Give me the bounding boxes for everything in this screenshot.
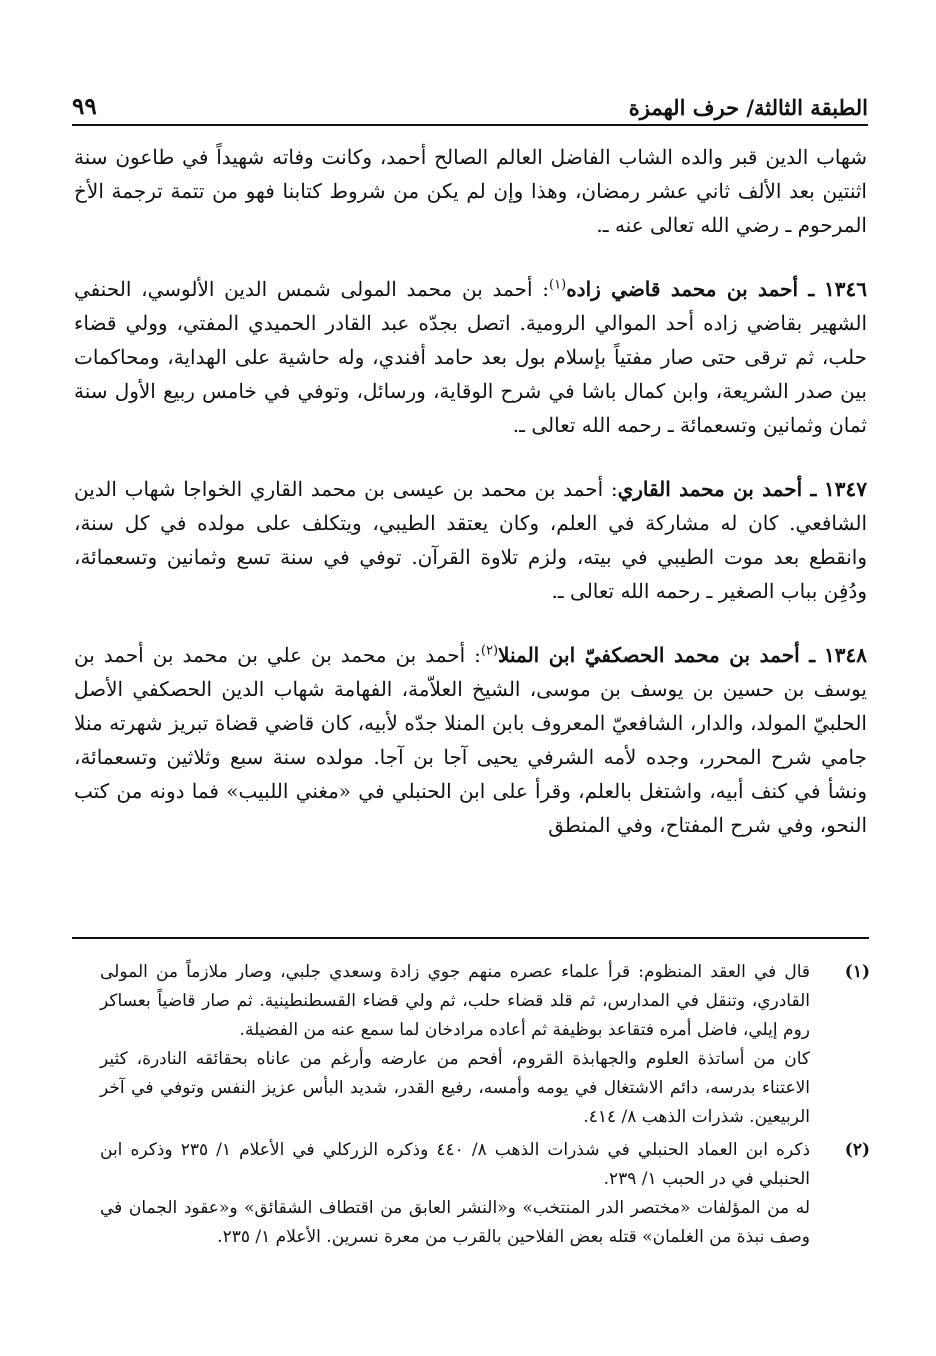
footnote-2 [100, 1136, 870, 1252]
entry-dash: ـ [799, 643, 816, 667]
entry-dash: ـ [802, 477, 817, 501]
entry-text: : أحمد بن محمد بن علي بن محمد بن أحمد بن يوسف بن حسين بن يوسف بن موسى، الشيخ العلاّمة، الفهامة شهاب الدين الحصكفي الأصل الحلبيّ المولد، والدار، الشافعيّ المعروف بابن المنلا جدّه لأبيه، كان قاضي قضاة تبريز شهرته منلا جامي شرح المحرر، وجده لأمه الشرفي يحيى آجا بن آجا. مولده سنة سبع وثلاثين وتسعمائة، ونشأ في كنف أبيه، واشتغل بالعلم، وقرأ على ابن الحنبلي في «مغني اللبيب» فما دونه من كتب النحو، وفي شرح المفتاح، وفي المنطق [74, 643, 867, 837]
entry-name: أحمد بن محمد القاري [617, 477, 803, 501]
entry-text: : أحمد بن محمد بن عيسى بن محمد القاري الخواجا شهاب الدين الشافعي. كان له مشاركة في العلم، وكان يعتقد الطيبي، ويتكلف على مولده في كل سنة، وانقطع بعد موت الطيبي في بيته، ولزم تلاوة القرآن. توفي في سنة تسع وثمانين وتسعمائة، ودُفِن بباب الصغير ـ رحمه الله تعالى ـ. [74, 477, 868, 603]
footnote-line: قال في العقد المنظوم: قرأ علماء عصره منهم جوي زادة وسعدي جلبي، وصار ملازماً من المولى القادري، وتنقل في المدارس، ثم قلد قضاء حلب، ثم ولي قضاء القسطنطينية. ثم صار قاضياً بعساكر روم إيلي، فاضل أمره فتقاعد بوظيفة ثم أعاده مرادخان لما سمع عنه من الفضيلة. [100, 962, 810, 1040]
main-text [74, 140, 867, 842]
intro-paragraph: شهاب الدين قبر والده الشاب الفاضل العالم الصالح أحمد، وكانت وفاته شهيداً في طاعون سنة اثنتين بعد الألف ثاني عشر رمضان، وهذا وإن لم يكن من شروط كتابنا فهو من تتمة ترجمة الأخ المرحوم ـ رضي الله تعالى عنه ـ. [74, 145, 868, 237]
entry-1348 [74, 638, 867, 842]
footnotes [100, 958, 870, 1252]
footnote-1 [100, 958, 870, 1132]
page-header [72, 84, 868, 126]
footnote-number: (٢) [844, 1140, 870, 1160]
footnote-number: (١) [844, 962, 870, 982]
entry-number: ١٣٤٨ [824, 643, 867, 667]
footnote-line: كان من أساتذة العلوم والجهابذة القروم، أفحم من عارضه وأرغم من عاناه بحقائقه النادرة، كثير الاعتناء بدرسه، دائم الاشتغال في يومه وأمسه، رفيع القدر، شديد البأس عزيز النفس وتوفي في آخر الربيعين. شذرات الذهب ٨/ ٤١٤. [100, 1049, 811, 1127]
page-number: ٩٩ [72, 93, 97, 120]
footnote-ref-1[interactable]: (١) [549, 277, 567, 293]
footnote-ref-2[interactable]: (٢) [480, 643, 499, 659]
entry-1346 [74, 272, 867, 442]
entry-text: : أحمد بن محمد المولى شمس الدين الألوسي، الحنفي الشهير بقاضي زاده أحد الموالي الرومية. اتصل بجدّه عبد القادر الحميدي المفتي، وولي قضاء حلب، ثم ترقى حتى صار مفتياً بإسلام بول بعد حامد أفندي، وله حاشية على الهداية، ومحاكمات بين صدر الشريعة، وابن كمال باشا في شرح الوقاية، ورسائل، وتوفي في خامس ربيع الأول سنة ثمان وثمانين وتسعمائة ـ رحمه الله تعالى ـ. [74, 277, 867, 437]
entry-name: أحمد بن محمد الحصكفيّ ابن المنلا [498, 643, 800, 667]
footnote-line: ذكره ابن العماد الحنبلي في شذرات الذهب ٨/ ٤٤٠ وذكره الزركلي في الأعلام ١/ ٢٣٥ وذكره ابن الحنبلي في در الحبب ١/ ٢٣٩. [100, 1140, 811, 1189]
entry-name: أحمد بن محمد قاضي زاده [566, 277, 799, 301]
footnote-divider [72, 937, 869, 939]
entry-dash: ـ [798, 277, 815, 301]
running-title: الطبقة الثالثة/ حرف الهمزة [628, 95, 868, 120]
entry-number: ١٣٤٧ [824, 477, 867, 501]
entry-1347 [74, 472, 867, 608]
entry-number: ١٣٤٦ [824, 277, 867, 301]
footnote-line: له من المؤلفات «مختصر الدر المنتخب» و«النشر العابق من اقتطاف الشقائق» و«عقود الجمان في وصف نبذة من الغلمان» قتله بعض الفلاحين بالقرب من معرة نسرين. الأعلام ١/ ٢٣٥. [100, 1198, 810, 1247]
